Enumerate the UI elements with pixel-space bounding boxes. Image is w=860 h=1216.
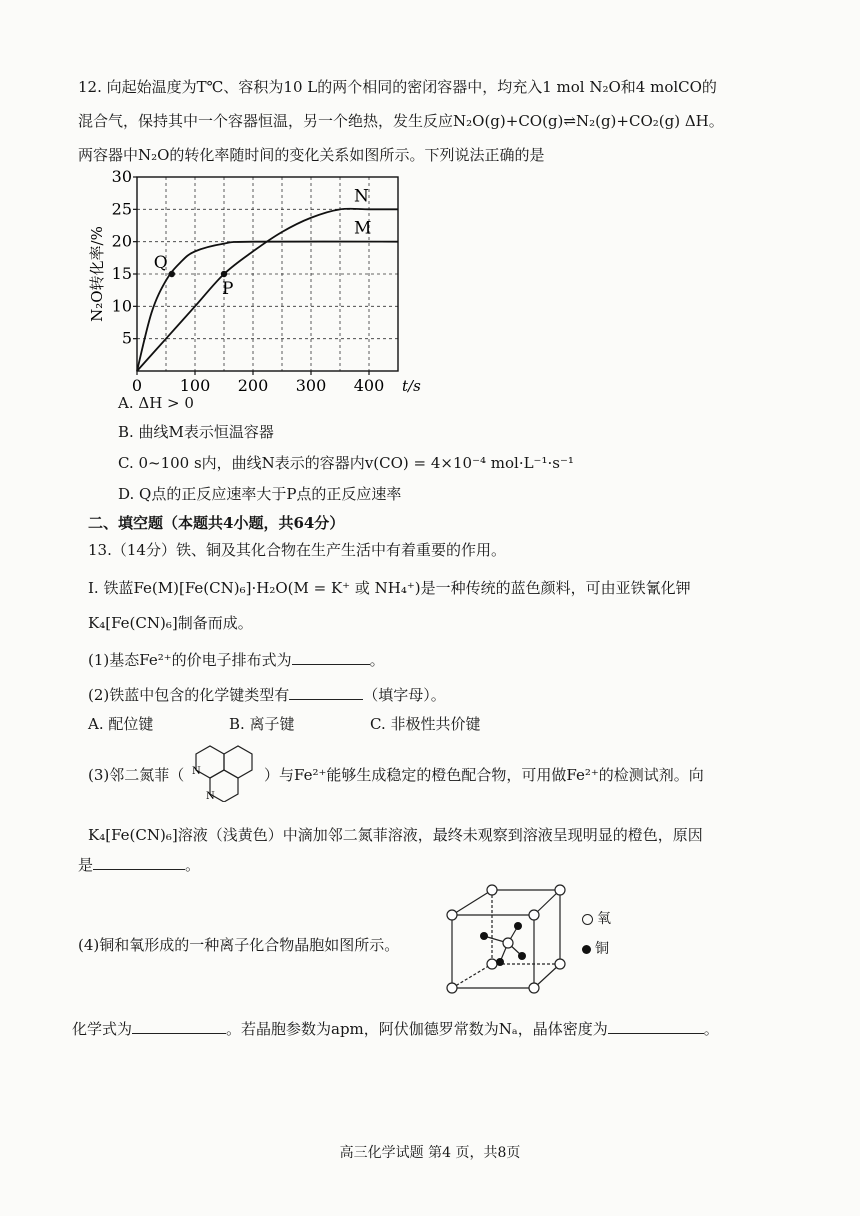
q12-option-a: A. ΔH > 0	[118, 394, 194, 412]
page-footer: 高三化学试题 第4 页，共8页	[339, 1145, 521, 1161]
y-tick-label: 15	[111, 264, 132, 283]
point-P	[221, 271, 227, 277]
svg-text:N: N	[192, 766, 201, 777]
x-axis-label: t/s	[402, 377, 421, 395]
y-tick-label: 20	[111, 231, 132, 251]
q12-line2: 混合气，保持其中一个容器恒温，另一个绝热，发生反应N₂O(g)+CO(g)⇌N₂(g)+CO₂(g) ΔH。	[78, 112, 724, 130]
answer-blank[interactable]	[608, 1019, 704, 1034]
y-tick-label: 5	[121, 328, 132, 348]
answer-blank[interactable]	[93, 855, 185, 870]
legend-copper	[582, 938, 609, 958]
crystal-cell-diagram	[440, 880, 570, 1000]
y-tick-label: 10	[111, 296, 132, 316]
x-tick-label: 400	[353, 376, 385, 395]
q13-2-option-c: C. 非极性共价键	[370, 715, 481, 733]
y-tick-label: 25	[111, 199, 132, 219]
q13-3-a: (3)邻二氮菲（	[88, 766, 185, 784]
q13-2-option-a: A. 配位键	[88, 715, 154, 733]
q13-4: (4)铜和氧形成的一种离子化合物晶胞如图所示。	[78, 936, 400, 954]
conversion-chart	[80, 165, 440, 400]
q13-4-line2-a: 化学式为	[72, 1020, 133, 1038]
q12-line1: 12. 向起始温度为T℃、容积为10 L的两个相同的密闭容器中，均充入1 mol N₂O和4 molCO的	[78, 78, 717, 96]
q13-2-end: （填字母）。	[363, 686, 446, 704]
q13-1	[88, 649, 385, 670]
q13-3-line3	[78, 854, 200, 875]
legend-oxygen	[582, 908, 611, 928]
oxygen-circle-icon	[582, 914, 593, 925]
q13-3-line3-text: 是	[78, 856, 94, 874]
point-label-P: P	[222, 279, 234, 299]
y-tick-label: 30	[111, 167, 132, 186]
copper-dot-icon	[582, 945, 591, 954]
phenanthroline-structure-icon	[186, 744, 262, 802]
q13-part1-line1: I. 铁蓝Fe(M)[Fe(CN)₆]·H₂O(M = K⁺ 或 NH₄⁺)是一种传统的蓝色颜料，可由亚铁氰化钾	[88, 579, 691, 597]
q12-line3: 两容器中N₂O的转化率随时间的变化关系如图所示。下列说法正确的是	[78, 146, 545, 164]
q13-1-text: (1)基态Fe²⁺的价电子排布式为	[88, 651, 292, 669]
q13-3-end: 。	[185, 856, 201, 874]
legend-oxygen-label: 氧	[597, 911, 611, 927]
q13-3-b: ）与Fe²⁺能够生成稳定的橙色配合物，可用做Fe²⁺的检测试剂。向	[264, 766, 704, 784]
series-line-M	[137, 242, 398, 371]
q12-option-d: D. Q点的正反应速率大于P点的正反应速率	[118, 485, 402, 503]
x-tick-label: 0	[131, 376, 143, 395]
series-label-M: M	[354, 218, 372, 239]
q13-intro: 13.（14分）铁、铜及其化合物在生产生活中有着重要的作用。	[88, 541, 506, 559]
series-label-N: N	[354, 186, 369, 207]
q13-4-line2-c: 。	[703, 1020, 719, 1038]
point-Q	[169, 271, 175, 277]
legend-copper-label: 铜	[595, 941, 609, 957]
q13-2-option-b: B. 离子键	[229, 715, 295, 733]
q13-4-line2	[72, 1018, 719, 1039]
answer-blank[interactable]	[132, 1019, 226, 1034]
x-tick-label: 100	[179, 376, 211, 395]
q13-1-end: 。	[369, 651, 385, 669]
q13-2-text: (2)铁蓝中包含的化学键类型有	[88, 686, 290, 704]
answer-blank[interactable]	[289, 685, 363, 700]
answer-blank[interactable]	[292, 650, 370, 665]
point-label-Q: Q	[153, 253, 168, 273]
y-axis-label: N₂O转化率/%	[88, 226, 106, 322]
q13-4-line2-b: 。若晶胞参数为apm，阿伏伽德罗常数为Nₐ，晶体密度为	[226, 1020, 608, 1038]
q12-option-b: B. 曲线M表示恒温容器	[118, 423, 274, 441]
svg-text:N: N	[206, 791, 215, 802]
q13-part1-line2: K₄[Fe(CN)₆]制备而成。	[88, 614, 253, 632]
q13-2	[88, 684, 446, 705]
x-tick-label: 300	[295, 376, 327, 395]
section-title: 二、填空题（本题共4小题，共64分）	[88, 514, 345, 532]
q13-3-line2: K₄[Fe(CN)₆]溶液（浅黄色）中滴加邻二氮菲溶液，最终未观察到溶液呈现明显的橙色，原因	[88, 826, 703, 844]
x-tick-label: 200	[237, 376, 269, 395]
q12-option-c: C. 0~100 s内，曲线N表示的容器内v(CO) = 4×10⁻⁴ mol·L⁻¹·s⁻¹	[118, 454, 574, 472]
